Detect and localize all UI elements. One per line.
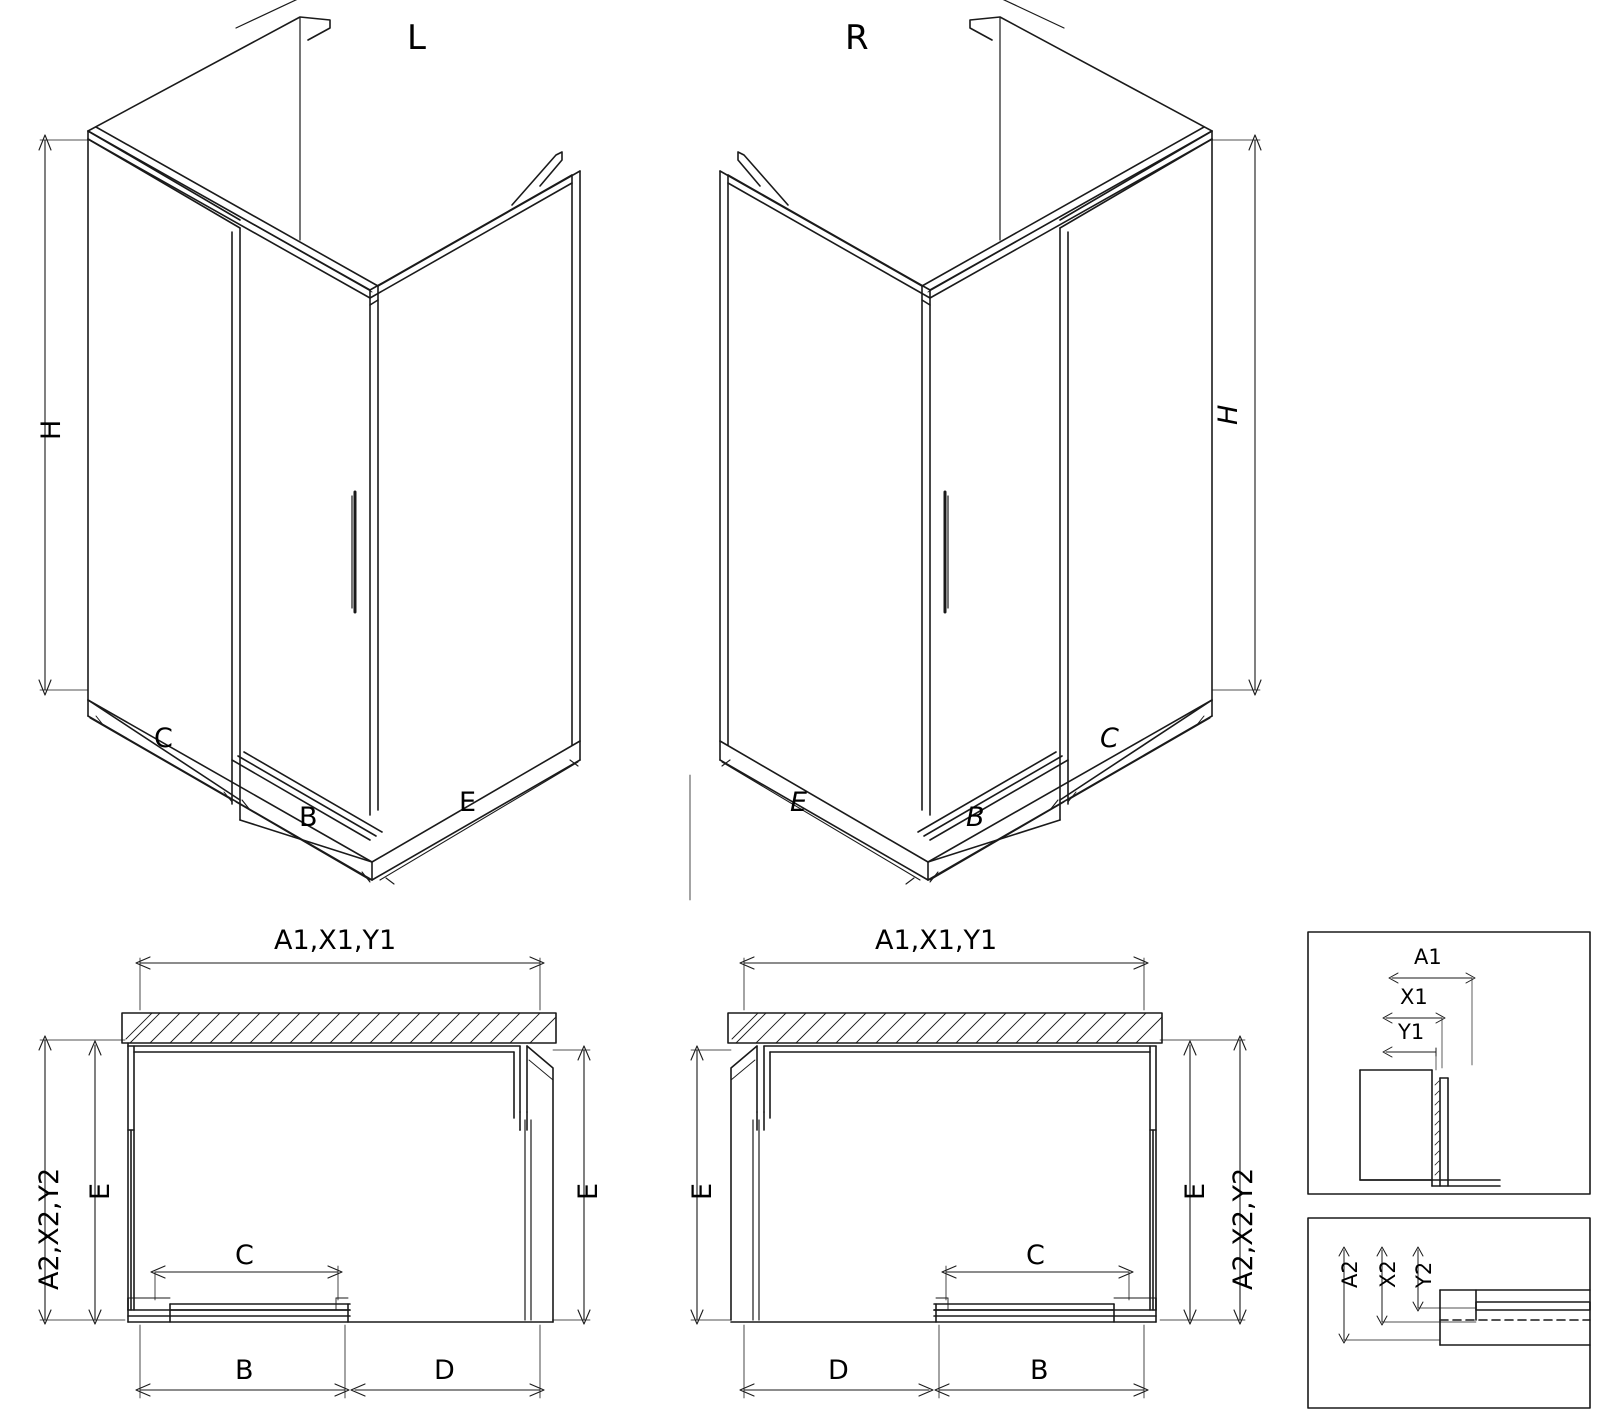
detail-bottom-box <box>1308 1218 1590 1408</box>
detail-a2-label: A2 <box>1338 1260 1362 1288</box>
iso-left-title: L <box>407 18 426 58</box>
iso-right-c-label: C <box>1100 723 1119 754</box>
iso-right-bottom-dimensions <box>690 716 1210 900</box>
plan-right-view <box>728 1013 1162 1322</box>
plan-right-b-label: B <box>1030 1355 1049 1386</box>
plan-right-right-dim-label: A2,X2,Y2 <box>1228 1167 1259 1290</box>
plan-left-d-label: D <box>434 1355 455 1386</box>
plan-left-b-label: B <box>235 1355 254 1386</box>
plan-right-left-e-label: E <box>687 1182 718 1200</box>
iso-left-height-dimension <box>39 135 88 695</box>
iso-right-title: R <box>845 18 869 58</box>
plan-left-left-dim-label: A2,X2,Y2 <box>34 1167 65 1290</box>
iso-left-e-label: E <box>459 787 477 818</box>
detail-a1-label: A1 <box>1414 945 1442 969</box>
plan-right-c-label: C <box>1026 1240 1045 1271</box>
plan-left-right-e-label: E <box>573 1182 604 1200</box>
detail-y2-label: Y2 <box>1412 1261 1436 1288</box>
iso-right-e-label: E <box>790 787 808 818</box>
plan-right-top-dim-label: A1,X1,Y1 <box>875 925 998 956</box>
plan-left-view <box>122 1013 556 1322</box>
detail-y1-label: Y1 <box>1398 1020 1425 1044</box>
plan-right-d-label: D <box>828 1355 849 1386</box>
iso-left-c-label: C <box>154 723 173 754</box>
iso-left-b-label: B <box>299 802 318 833</box>
plan-left-top-dim-label: A1,X1,Y1 <box>274 925 397 956</box>
iso-left-height-label: H <box>36 419 67 440</box>
iso-right-height-label: H <box>1213 404 1244 425</box>
plan-right-right-e-label: E <box>1180 1182 1211 1200</box>
detail-top-box <box>1308 932 1590 1194</box>
iso-right-enclosure <box>720 0 1212 880</box>
iso-right-b-label: B <box>966 802 985 833</box>
plan-left-c-label: C <box>235 1240 254 1271</box>
detail-x2-label: X2 <box>1376 1260 1400 1288</box>
plan-left-left-e-label: E <box>85 1182 116 1200</box>
detail-x1-label: X1 <box>1400 985 1428 1009</box>
